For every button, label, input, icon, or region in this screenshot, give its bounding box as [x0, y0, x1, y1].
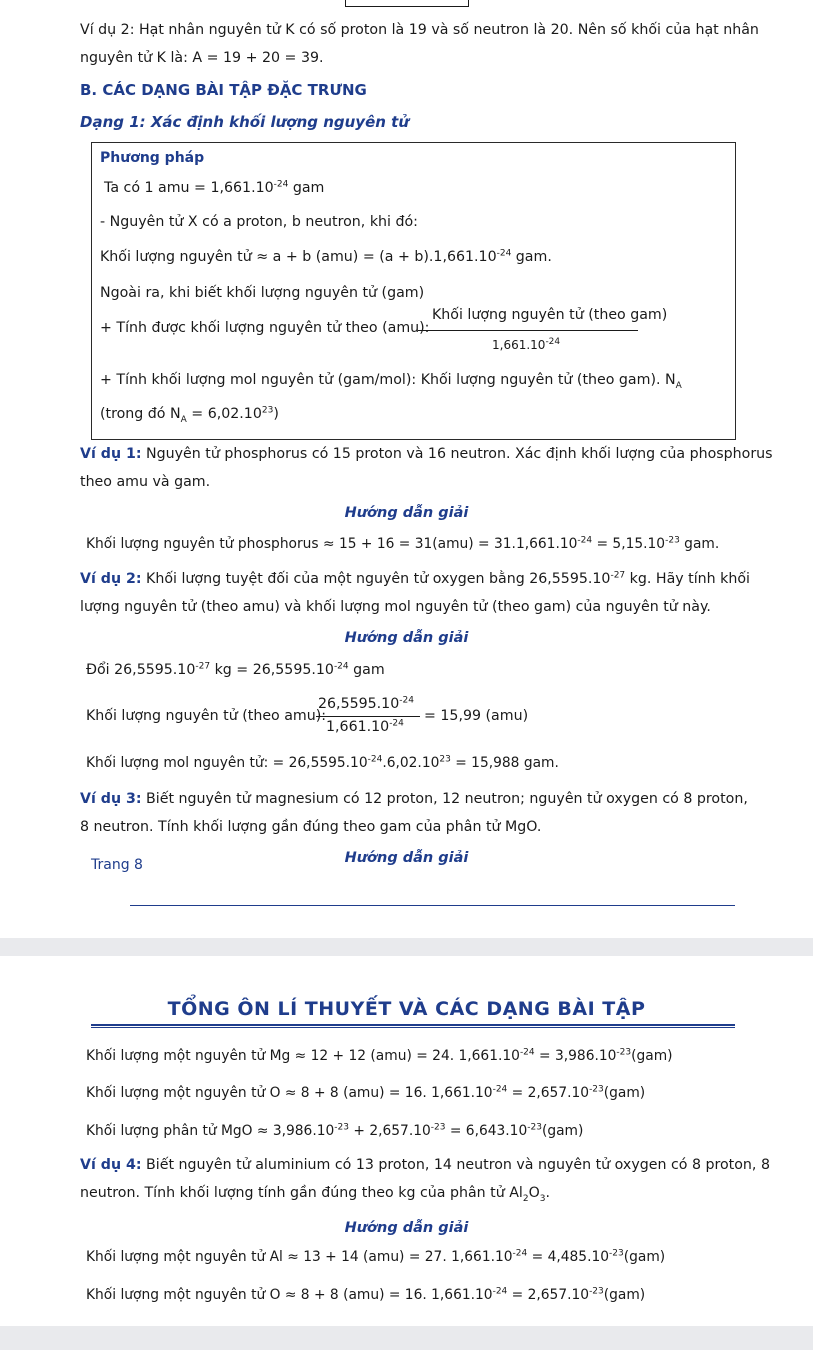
solution-line: Khối lượng nguyên tử (theo amu): [86, 708, 327, 724]
method-title: Phương pháp [100, 150, 205, 166]
example-2-cont: lượng nguyên tử (theo amu) và khối lượng mol nguyên tử (theo gam) của nguyên tử này. [80, 599, 711, 615]
header-rule [91, 1027, 735, 1028]
example-text: Ví dụ 2: Hạt nhân nguyên tử K có số proton là 19 và số neutron là 20. Nên số khối của hạt nhân [80, 22, 759, 38]
fraction-denominator: $1,661.10^{-24}$ [492, 337, 561, 352]
formula-box-fragment [345, 0, 469, 7]
document-page-9 [0, 956, 813, 1326]
solution-line: Đổi $26,5595.10^{-27}$ kg = $26,5595.10^{-24}$ gam [86, 661, 385, 678]
solution-line: Khối lượng phân tử MgO ≈ $3,986.10^{-23} + 2,657.10^{-23} = 6,643.10^{-23}(gam)$ [86, 1122, 584, 1139]
method-line: (trong đó $N_A = 6,02.10^{23}$) [100, 405, 279, 425]
footer-line [130, 905, 735, 906]
solution-line: Khối lượng một nguyên tử O ≈ 8 + 8 (amu) = 16. $1,661.10^{-24} = 2,657.10^{-23}(gam)$ [86, 1286, 646, 1303]
example-2: Ví dụ 2: Khối lượng tuyệt đối của một nguyên tử oxygen bằng $26,5595.10^{-27}$ kg. Hãy tính khối [80, 570, 751, 587]
example-4-cont: neutron. Tính khối lượng tính gần đúng theo kg của phân tử $Al_2O_3$. [80, 1185, 551, 1204]
solution-line: Khối lượng một nguyên tử Al ≈ 13 + 14 (amu) = 27. $1,661.10^{-24} = 4,485.10^{-23}(gam)$ [86, 1248, 666, 1265]
method-line: Ngoài ra, khi biết khối lượng nguyên tử (gam) [100, 285, 425, 301]
solution-line: = 15,99 (amu) [424, 708, 529, 724]
section-heading: B. CÁC DẠNG BÀI TẬP ĐẶC TRƯNG [80, 81, 367, 99]
fraction-numerator: $26,5595.10^{-24}$ [318, 695, 414, 712]
page-footer: Trang 8 [91, 857, 143, 873]
method-line: - Nguyên tử X có a proton, b neutron, khi đó: [100, 214, 418, 230]
example-1-cont: theo amu và gam. [80, 474, 211, 490]
subsection-heading: Dạng 1: Xác định khối lượng nguyên tử [80, 113, 410, 131]
solution-heading: Hướng dẫn giải [344, 505, 469, 521]
solution-line: Khối lượng mol nguyên tử: = $26,5595.10^{-24}.6,02.10^{23} = 15,988$ gam. [86, 754, 559, 771]
solution-heading: Hướng dẫn giải [344, 850, 469, 866]
method-line: + Tính khối lượng mol nguyên tử (gam/mol): Khối lượng nguyên tử (theo gam). $N_A$ [100, 372, 682, 391]
example-3: Ví dụ 3: Biết nguyên tử magnesium có 12 proton, 12 neutron; nguyên tử oxygen có 8 proton, [80, 791, 748, 807]
solution-heading: Hướng dẫn giải [344, 1220, 469, 1236]
example-1: Ví dụ 1: Nguyên tử phosphorus có 15 proton và 16 neutron. Xác định khối lượng của phosphorus [80, 446, 773, 462]
solution-line: Khối lượng một nguyên tử Mg ≈ 12 + 12 (amu) = 24. $1,661.10^{-24} = 3,986.10^{-23}(gam)$ [86, 1047, 673, 1064]
method-line: Ta có 1 amu = $1,661.10^{-24}$ gam [104, 179, 325, 196]
solution-line: Khối lượng nguyên tử phosphorus ≈ $15 + 16 = 31(amu) = 31.1,661.10^{-24} = 5,15.10^{-23}$ gam. [86, 535, 720, 552]
fraction-numerator: Khối lượng nguyên tử (theo gam) [432, 307, 668, 323]
page-header-title: TỔNG ÔN LÍ THUYẾT VÀ CÁC DẠNG BÀI TẬP [167, 998, 646, 1020]
method-line: + Tính được khối lượng nguyên tử theo (amu): [100, 320, 430, 336]
example-text: nguyên tử K là: A = 19 + 20 = 39. [80, 50, 324, 66]
example-4: Ví dụ 4: Biết nguyên tử aluminium có 13 proton, 14 neutron và nguyên tử oxygen có 8 proton, 8 [80, 1157, 770, 1173]
fraction-denominator: $1,661.10^{-24}$ [326, 718, 404, 735]
example-3-cont: 8 neutron. Tính khối lượng gần đúng theo gam của phân tử MgO. [80, 819, 542, 835]
solution-heading: Hướng dẫn giải [344, 630, 469, 646]
method-line: Khối lượng nguyên tử ≈ a + b $(amu) = (a + b).1,661.10^{-24}$ gam. [100, 248, 552, 265]
header-rule [91, 1024, 735, 1026]
solution-line: Khối lượng một nguyên tử O ≈ 8 + 8 (amu) = 16. $1,661.10^{-24} = 2,657.10^{-23}(gam)$ [86, 1084, 646, 1101]
fraction-bar [418, 330, 638, 331]
